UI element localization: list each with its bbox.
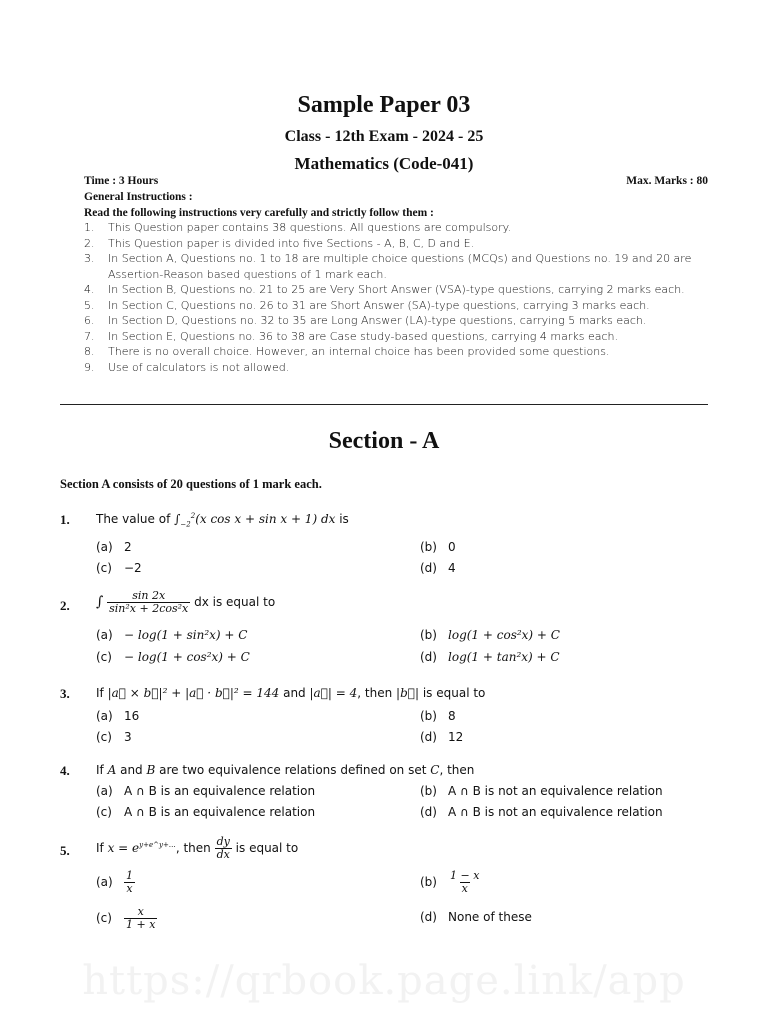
instruction-item: 4. In Section B, Questions no. 21 to 25 are Very Short Answer (VSA)-type questions, carrying 2 marks each. [84, 283, 685, 296]
instruction-item: 7. In Section E, Questions no. 36 to 38 are Case study-based questions, carrying 4 marks each. [84, 329, 618, 343]
option-a[interactable]: (a) A ∩ B is an equivalence relation [96, 784, 316, 798]
option-d[interactable]: (d) None of these [420, 910, 532, 924]
question-number: 3. [60, 686, 70, 701]
meta-row [84, 175, 708, 187]
watermark: https://qrbook.page.link/app [82, 958, 686, 1004]
instruction-item: 5. In Section C, Questions no. 26 to 31 are Short Answer (SA)-type questions, carrying 3 marks each. [84, 298, 650, 312]
instruction-item: 2. This Question paper is divided into five Sections - A, B, C, D and E. [84, 236, 475, 250]
paper-title: Sample Paper 03 [297, 92, 471, 118]
option-c[interactable]: (c) $\frac{x}{1 + x}$ [96, 905, 156, 931]
option-d[interactable]: (d) A ∩ B is not an equivalence relation [420, 805, 663, 819]
general-instructions-heading: General Instructions : [84, 191, 193, 203]
option-c[interactable]: (c) − log(1 + cos²x) + C [96, 650, 250, 664]
time-label: Time : 3 Hours [84, 175, 159, 187]
integral-sign: ∫ [96, 594, 104, 610]
subject-line: Mathematics (Code-041) [294, 154, 474, 173]
divider [60, 404, 708, 405]
section-description: Section A consists of 20 questions of 1 mark each. [60, 477, 322, 491]
instruction-item: 9. Use of calculators is not allowed. [84, 360, 290, 374]
question-number: 2. [60, 598, 70, 613]
option-a[interactable]: (a) $\frac{1}{x}$ [96, 869, 133, 895]
option-a[interactable]: (a) 16 [96, 709, 140, 723]
option-a[interactable]: (a) − log(1 + sin²x) + C [96, 628, 248, 642]
max-marks-label: Max. Marks : 80 [626, 175, 708, 187]
option-b[interactable]: (b) 8 [420, 709, 456, 723]
instruction-item: 1. This Question paper contains 38 questions. All questions are compulsory. [84, 221, 512, 234]
option-d[interactable]: (d) 4 [420, 561, 456, 575]
instruction-item: 6. In Section D, Questions no. 32 to 35 are Long Answer (LA)-type questions, carrying 5 marks each. [84, 314, 647, 327]
option-c[interactable]: (c) −2 [96, 561, 142, 575]
question-number: 4. [60, 763, 70, 778]
read-instructions-line: Read the following instructions very carefully and strictly follow them : [84, 207, 434, 219]
option-c[interactable]: (c) 3 [96, 730, 132, 744]
integrand-fraction: $\frac{\sin 2x}{\text{sin²x + 2cos²x}}$ [109, 589, 189, 615]
question-text: The value of $\int_{-2}^2(x$ cos x + sin x + 1) dx is [96, 512, 349, 529]
instruction-item: 8. There is no overall choice. However, an internal choice has been provided some questions. [84, 345, 610, 358]
option-b[interactable]: (b) 0 [420, 540, 456, 554]
option-b[interactable]: (b) A ∩ B is not an equivalence relation [420, 784, 663, 798]
instructions-list [84, 220, 710, 375]
question-number: 1. [60, 512, 70, 527]
option-d[interactable]: (d) 12 [420, 730, 464, 744]
integral-sign: $\int_{-2}^2$ [174, 512, 196, 529]
derivative-fraction: $\frac{dy}{dx}$ [216, 835, 230, 861]
question-text: If A and B are two equivalence relations defined on set C, then [96, 763, 475, 777]
question-text: ∫ $\frac{\sin 2x}{\text{sin²x + 2cos²x}}$ dx is equal to [96, 589, 276, 615]
option-b[interactable]: (b) $\frac{1 - x}{x}$ [420, 869, 480, 895]
option-a[interactable]: (a) 2 [96, 540, 132, 554]
section-title: Section - A [328, 428, 440, 454]
class-line: Class - 12th Exam - 2024 - 25 [284, 128, 484, 145]
option-b[interactable]: (b) log(1 + cos²x) + C [420, 628, 560, 642]
question-number: 5. [60, 843, 70, 858]
question-text: If |a⃗ × b⃗|² + |a⃗ · b⃗|² = 144 and |a⃗| = 4, then |b⃗| is equal to [96, 686, 486, 700]
instruction-item: 3. In Section A, Questions no. 1 to 18 are multiple choice questions (MCQs) and Questions no. 19 and 20 are Assertion-Reason based questions of 1 mark each. [84, 252, 692, 281]
option-d[interactable]: (d) log(1 + tan²x) + C [420, 650, 560, 664]
option-c[interactable]: (c) A ∩ B is an equivalence relation [96, 805, 316, 819]
question-text: If $x = e^{y+e\^{}y+\dots}$, then $\frac{dy}{dx}$ is equal to [96, 835, 299, 861]
